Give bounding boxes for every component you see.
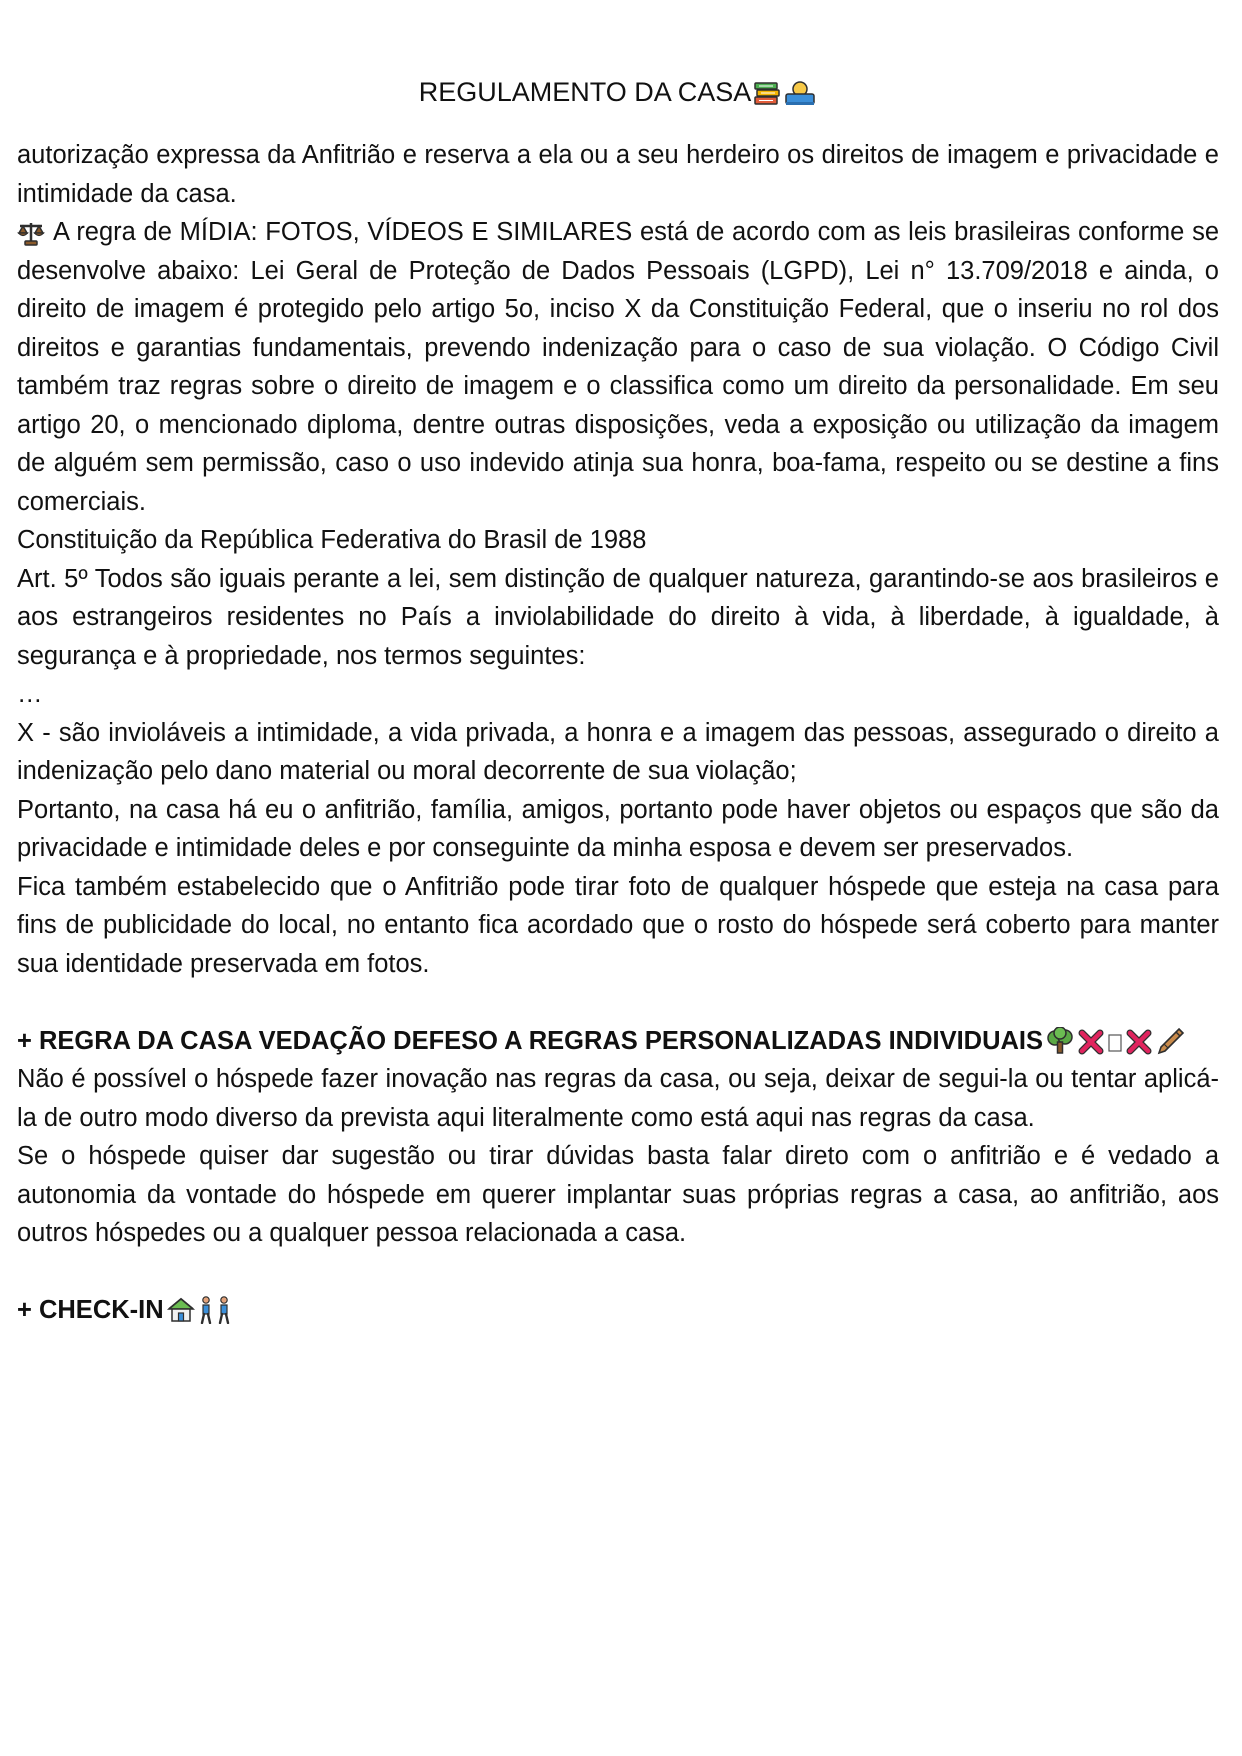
paragraph-ellipsis: … (17, 680, 43, 708)
paragraph-art-5: Art. 5º Todos são iguais perante a lei, sem distinção de qualquer natureza, garantindo-se aos brasileiros e aos estrangeiros residentes no País a inviolabilidade do direito à vida, à liberdade, à igualdade, à segurança e à propriedade, nos termos seguintes: (17, 564, 1219, 670)
cross-mark-icon (1125, 1029, 1153, 1055)
tree-icon (1045, 1027, 1075, 1055)
title-text: REGULAMENTO DA CASA (418, 77, 752, 107)
checkin-heading-text: + CHECK-IN (17, 1296, 164, 1324)
midia-rule-text: A regra de MÍDIA: FOTOS, VÍDEOS E SIMILARES está de acordo com as leis brasileiras conforme se desenvolve abaixo: Lei Geral de Proteção de Dados Pessoais (LGPD), Lei n° 13.709/2018 e ainda, o direito de imagem é protegido pelo artigo 5o, inciso X da Constituição Federal, que o inseriu no rol dos direitos e garantias fundamentais, prevendo indenização para o caso de sua violação. O Código Civil também traz regras sobre o direito de imagem e o classifica como um direito da personalidade. Em seu artigo 20, o mencionado diploma, dentre outras disposições, veda a exposição ou utilização da imagem de alguém sem permissão, caso o uso indevido atinja sua honra, boa-fama, respeito ou se destine a fins comerciais. (17, 218, 1219, 516)
section-heading-regras (17, 1022, 1219, 1061)
person-walking-icon (216, 1296, 232, 1324)
page-title (17, 72, 1219, 112)
person-in-bed-icon (783, 79, 817, 107)
balance-scale-icon (17, 220, 45, 246)
paragraph-sugestao: Se o hóspede quiser dar sugestão ou tirar dúvidas basta falar direto com o anfitrião e é vedado a autonomia da vontade do hóspede em querer implantar suas próprias regras a casa, ao anfitrião, aos outros hóspedes ou a qualquer pessoa relacionada a casa. (17, 1142, 1219, 1247)
section-heading-checkin (17, 1291, 1219, 1330)
person-walking-icon (198, 1296, 214, 1324)
cross-mark-icon (1077, 1029, 1105, 1055)
section-spacer (17, 983, 1219, 1022)
paragraph-portanto: Portanto, na casa há eu o anfitrião, família, amigos, portanto pode haver objetos ou espaços que são da privacidade e intimidade deles e por conseguinte da minha esposa e devem ser preservados. (17, 795, 1219, 862)
paragraph-inciso-x: X - são invioláveis a intimidade, a vida privada, a honra e a imagem das pessoas, assegurado o direito a indenização pelo dano material ou moral decorrente de sua violação; (17, 718, 1219, 785)
regras-heading-text: + REGRA DA CASA VEDAÇÃO DEFESO A REGRAS PERSONALIZADAS INDIVIDUAIS (17, 1026, 1044, 1055)
section-spacer (17, 1253, 1219, 1292)
paragraph-foto-hospede: Fica também estabelecido que o Anfitrião pode tirar foto de qualquer hóspede que esteja na casa para fins de publicidade do local, no entanto fica acordado que o rosto do hóspede será coberto para manter sua identidade preservada em fotos. (17, 872, 1219, 978)
paragraph-constituicao-title: Constituição da República Federativa do Brasil de 1988 (17, 526, 647, 554)
paragraph-nao-e-possivel: Não é possível o hóspede fazer inovação nas regras da casa, ou seja, deixar de segui-la ou tentar aplicá-la de outro modo diverso da prevista aqui literalmente como está aqui nas regras da casa. (17, 1065, 1219, 1132)
house-icon (166, 1296, 196, 1324)
missing-glyph-icon (1107, 1029, 1123, 1055)
pen-icon (1155, 1027, 1185, 1055)
paragraph-midia-rule (17, 213, 1219, 521)
paragraph-intro: autorização expressa da Anfitrião e reserva a ela ou a seu herdeiro os direitos de imagem e privacidade e intimidade da casa. (17, 141, 1219, 208)
books-icon (753, 81, 781, 107)
